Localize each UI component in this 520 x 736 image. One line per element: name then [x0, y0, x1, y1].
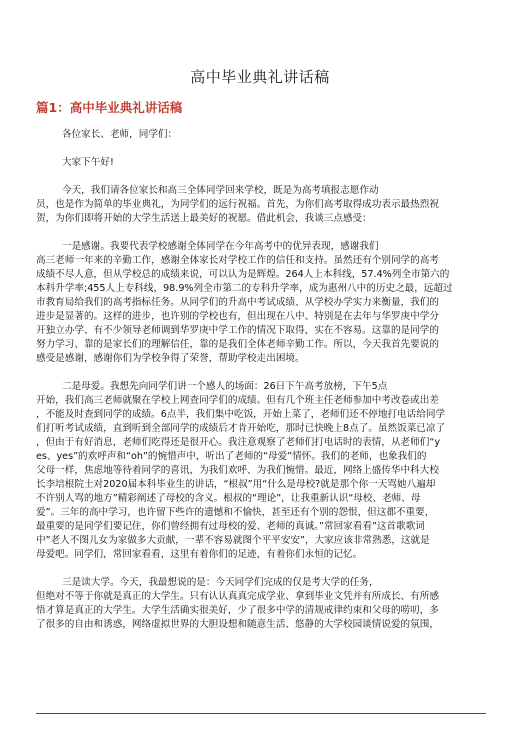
text-line: 父母一样，焦虑地等待着同学的喜讯，为我们欢呼、为我们惋惜。最近，网络上盛传华中科大校 — [36, 465, 439, 476]
text-line: 爱”。三年的高中学习，也许留下些许的遗憾和不愉快，甚至还有个别的怨恨，但这都不重要， — [36, 507, 435, 518]
text-line: 三是读大学。今天，我最想说的是：今天同学们完成的仅是考大学的任务， — [62, 577, 379, 588]
text-line: 但绝对不等于你就是真正的大学生。只有认认真真完成学业、拿到毕业文凭并有所成长、有所感 — [36, 591, 439, 602]
text-line: 今天，我们请各位家长和高三全体同学回来学校，既是为高考填报志愿作动 — [62, 185, 379, 196]
text-line: ，不能及时查到同学的成绩。6点半，我们集中吃饭，开始上菜了，老师们还不停地打电话给同学 — [36, 409, 446, 420]
text-line: 长李培根院士对2020届本科毕业生的讲话，“根叔”用“什么是母校?就是那个你一天骂她八遍却 — [36, 479, 436, 490]
text-line: 贺，为你们即将开始的大学生活送上最美好的祝愿。借此机会，我谈三点感受： — [36, 213, 372, 224]
greeting-line: 各位家长、老师，同学们： — [62, 129, 178, 140]
page-divider — [36, 713, 486, 714]
text-line: 二是母爱。我想先向同学们讲一个感人的场面：26日下午高考放榜，下午5点 — [62, 381, 388, 392]
text-line: 高三老师一年来的辛勤工作，感谢全体家长对学校工作的信任和支持。虽然还有个别同学的高考 — [36, 255, 439, 266]
text-line: 们打听考试成绩，直到听到全部同学的成绩后才肯开始吃，那时已快晚上8点了。虽然饭菜已凉了 — [36, 423, 446, 434]
text-line: 悟才算是真正的大学生。大学生活确实很美好，少了很多中学的清规戒律约束和父母的唠叨，多 — [36, 605, 439, 616]
text-line: 成绩不尽人意，但从学校总的成绩来说，可以认为是辉煌。264人上本科线，57.4%列全市第六的 — [36, 269, 450, 280]
text-line: 员，也是作为简单的毕业典礼，为同学们的远行祝福。首先，为你们高考取得成功表示最热烈祝 — [36, 199, 439, 210]
text-line: 开独立办学、有不少领导老师调到华罗庚中学工作的情况下取得，实在不容易。这靠的是同学的 — [36, 325, 439, 336]
text-line: 中”老人不图儿女为家做多大贡献，一辈不容易就图个平平安安”，大家应该非常熟悉，这就是 — [36, 535, 430, 546]
salutation-line: 大家下午好! — [62, 157, 114, 168]
text-line: es、yes”的欢呼声和“oh”的惋惜声中，听出了老师的“母爱”情怀。我们的老师，也象我们的 — [36, 451, 427, 462]
text-line: 最重要的是同学们要记住，你们曾经拥有过母校的爱、老师的真诚。”常回家看看”这首歌歌词 — [36, 521, 425, 532]
text-line: 进步是显著的。这样的进步，也许别的学校也有，但出现在八中、特别是在去年与华罗庚中学分 — [36, 311, 439, 322]
text-line: 努力学习、靠的是家长们的理解信任，靠的是我们全体老师辛勤工作。所以，今天我首先要说的 — [36, 339, 439, 350]
text-line: 市教育局给我们的高考指标任务。从同学们的升高中考试成绩、从学校办学实力来衡量，我们的 — [36, 297, 439, 308]
text-line: 感受是感谢，感谢你们为学校争得了荣誉，帮助学校走出困境。 — [36, 353, 305, 364]
text-line: 母爱吧。同学们，常回家看看，这里有着你们的足迹，有着你们永恒的记忆。 — [36, 549, 363, 560]
text-line: ，但由于有好消息，老师们吃得还是很开心。我注意观察了老师们打电话时的表情，从老师们“y — [36, 437, 440, 448]
document-title: 高中毕业典礼讲话稿 — [190, 68, 330, 86]
text-line: 不许别人骂的地方”精彩阐述了母校的含义。根叔的“理论”，让我重新认识“母校、老师、母 — [36, 493, 421, 504]
section-heading: 篇1：高中毕业典礼讲话稿 — [36, 100, 183, 115]
text-line: 一是感谢。我要代表学校感谢全体同学在今年高考中的优异表现，感谢我们 — [62, 241, 379, 252]
text-line: 了很多的自由和诱惑，网络虚拟世界的大胆设想和随意生活、悠静的大学校园谈情说爱的氛围， — [36, 619, 439, 630]
text-line: 本科升学率;455人上专科线，98.9%列全市第二的专科升学率，成为惠州八中的历史之最，远超过 — [36, 283, 453, 294]
text-line: 开始，我们高三老师就聚在学校上网查同学们的成绩。但有几个班主任老师参加中考改卷或出差 — [36, 395, 439, 406]
